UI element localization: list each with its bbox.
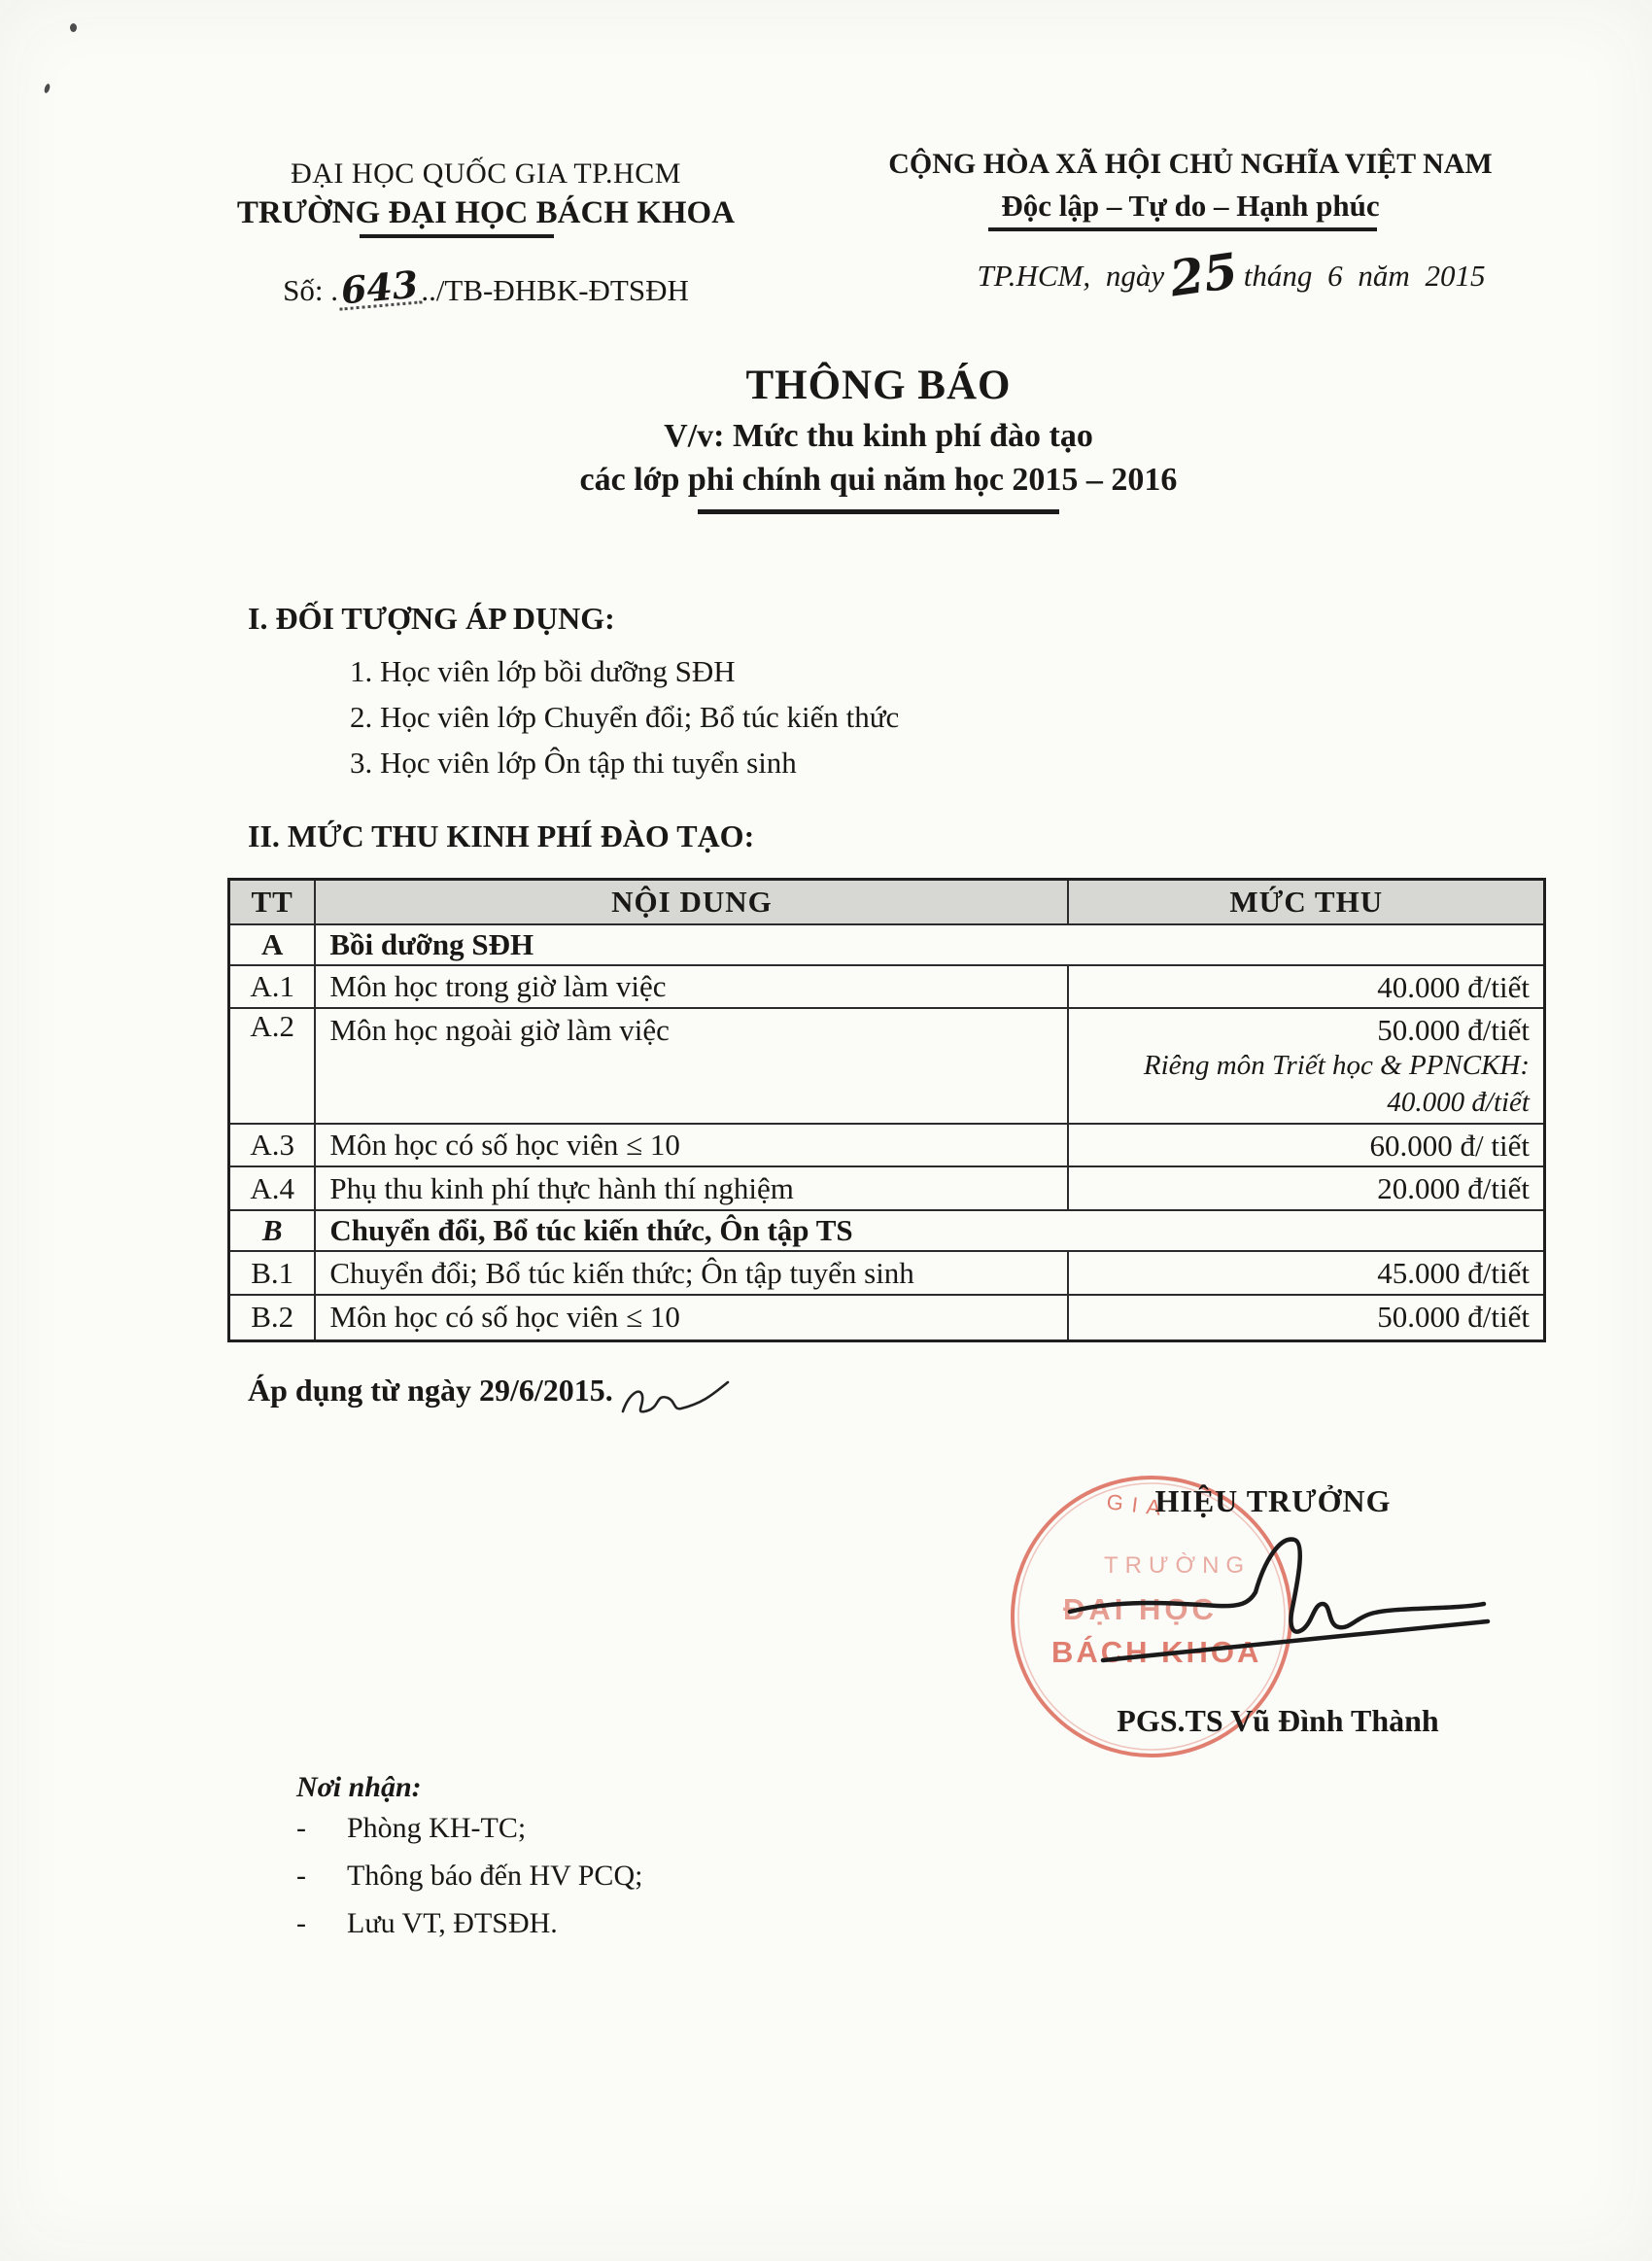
row-id-cell: A.1 (229, 965, 316, 1008)
row-id-cell: A.4 (229, 1166, 316, 1210)
content-cell: Phụ thu kinh phí thực hành thí nghiệm (315, 1166, 1068, 1210)
date-day-handwritten: 25 (1166, 241, 1242, 308)
fee-table (227, 878, 1546, 1342)
dash-bullet: - (296, 1907, 306, 1939)
document-number (165, 261, 807, 313)
row-id-cell: B.2 (229, 1295, 316, 1341)
table-row (229, 1295, 1545, 1341)
col-header-content: NỘI DUNG (315, 880, 1068, 924)
document-title: THÔNG BÁO (745, 363, 1012, 408)
stamp-arc-text: GIA (1105, 1489, 1171, 1521)
row-id-cell: B (229, 1210, 316, 1251)
parent-university-name: ĐẠI HỌC QUỐC GIA TP.HCM (291, 157, 681, 190)
scan-speck (44, 83, 52, 93)
table-row (229, 965, 1545, 1008)
doc-number-handwritten: 643 (337, 267, 423, 310)
dash-bullet: - (296, 1812, 306, 1844)
issue-date-line (896, 241, 1566, 308)
content-cell: Chuyển đổi, Bổ túc kiến thức, Ôn tập TS (315, 1210, 1544, 1251)
stamp-line-dai-hoc: ĐẠI HỌC (1063, 1592, 1218, 1626)
row-id-cell: A (229, 924, 316, 965)
fee-table-wrap (227, 878, 1546, 1342)
date-prefix: TP.HCM, ngày (977, 259, 1165, 293)
fee-value: 50.000 đ/tiết (1377, 1012, 1530, 1047)
doc-number-prefix: Số: . (283, 273, 338, 307)
col-header-tt: TT (229, 880, 316, 924)
fee-note-line1: Riêng môn Triết học & PPNCKH: (1143, 1049, 1530, 1081)
fee-cell: 50.000 đ/tiết (1068, 1295, 1544, 1341)
issuing-org-block (165, 157, 807, 313)
motto-underline (988, 227, 1377, 231)
row-id-cell: A.3 (229, 1124, 316, 1166)
doc-number-suffix: ../TB-ĐHBK-ĐTSĐH (421, 273, 689, 307)
content-cell: Môn học có số học viên ≤ 10 (315, 1295, 1068, 1341)
list-item: 1. Học viên lớp bồi dưỡng SĐH (350, 654, 736, 688)
table-row (229, 1210, 1545, 1251)
col-header-fee: MỨC THU (1068, 880, 1544, 924)
recipients-heading: Nơi nhận: (296, 1771, 422, 1803)
fee-note-line2: 40.000 đ/tiết (1387, 1086, 1530, 1118)
handwritten-signature (1064, 1528, 1492, 1696)
national-motto-line2: Độc lập – Tự do – Hạnh phúc (1001, 189, 1380, 223)
national-motto-line1: CỘNG HÒA XÃ HỘI CHỦ NGHĨA VIỆT NAM (888, 148, 1493, 180)
list-item: 2. Học viên lớp Chuyển đổi; Bổ túc kiến thức (350, 700, 900, 734)
fee-cell: 60.000 đ/ tiết (1068, 1124, 1544, 1166)
fee-cell: 45.000 đ/tiết (1068, 1251, 1544, 1294)
fee-cell (1068, 1008, 1544, 1125)
section1-heading: I. ĐỐI TƯỢNG ÁP DỤNG: (248, 601, 615, 636)
effective-date-text: Áp dụng từ ngày 29/6/2015. (248, 1373, 613, 1408)
content-cell: Chuyển đổi; Bổ túc kiến thức; Ôn tập tuyển sinh (315, 1251, 1068, 1294)
list-item: 3. Học viên lớp Ôn tập thi tuyển sinh (350, 746, 797, 780)
handwritten-flourish (617, 1376, 734, 1423)
title-underline (698, 509, 1059, 514)
row-id-cell: A.2 (229, 1008, 316, 1125)
document-subject-line1: V/v: Mức thu kinh phí đào tạo (664, 418, 1093, 454)
recipient-text: Phòng KH-TC; (347, 1812, 527, 1844)
national-header-block (855, 148, 1526, 308)
signer-name: PGS.TS Vũ Đình Thành (1117, 1703, 1439, 1738)
row-id-cell: B.1 (229, 1251, 316, 1294)
recipient-text: Thông báo đến HV PCQ; (347, 1860, 643, 1892)
stamp-line-bach-khoa: BÁCH KHOA (1051, 1635, 1262, 1669)
recipient-item (296, 1804, 642, 1852)
document-title-block (101, 362, 1652, 514)
dash-bullet: - (296, 1860, 306, 1892)
effective-date-note (248, 1373, 734, 1423)
table-header-row (229, 880, 1545, 924)
content-cell: Môn học ngoài giờ làm việc (315, 1008, 1068, 1125)
recipient-item (296, 1852, 642, 1899)
fee-cell: 40.000 đ/tiết (1068, 965, 1544, 1008)
content-cell: Bồi dưỡng SĐH (315, 924, 1544, 965)
university-underline (360, 234, 554, 238)
section-applicable-subjects (248, 601, 899, 785)
stamp-line-truong: TRƯỜNG (1104, 1552, 1252, 1579)
section2-heading: II. MỨC THU KINH PHÍ ĐÀO TẠO: (248, 818, 755, 853)
recipient-text: Lưu VT, ĐTSĐH. (347, 1907, 558, 1939)
date-suffix: tháng 6 năm 2015 (1243, 259, 1486, 293)
content-cell: Môn học có số học viên ≤ 10 (315, 1124, 1068, 1166)
section1-list (248, 648, 899, 785)
signer-title: HIỆU TRƯỞNG (1154, 1483, 1392, 1518)
table-row (229, 1008, 1545, 1125)
table-row (229, 1251, 1545, 1294)
table-row (229, 1166, 1545, 1210)
fee-cell: 20.000 đ/tiết (1068, 1166, 1544, 1210)
scan-speck (70, 23, 77, 32)
table-row (229, 924, 1545, 965)
document-subject-line2: các lớp phi chính qui năm học 2015 – 2016 (579, 462, 1178, 498)
recipients-block (296, 1771, 642, 1947)
table-row (229, 1124, 1545, 1166)
content-cell: Môn học trong giờ làm việc (315, 965, 1068, 1008)
university-name: TRƯỜNG ĐẠI HỌC BÁCH KHOA (236, 195, 736, 230)
recipient-item (296, 1899, 642, 1947)
